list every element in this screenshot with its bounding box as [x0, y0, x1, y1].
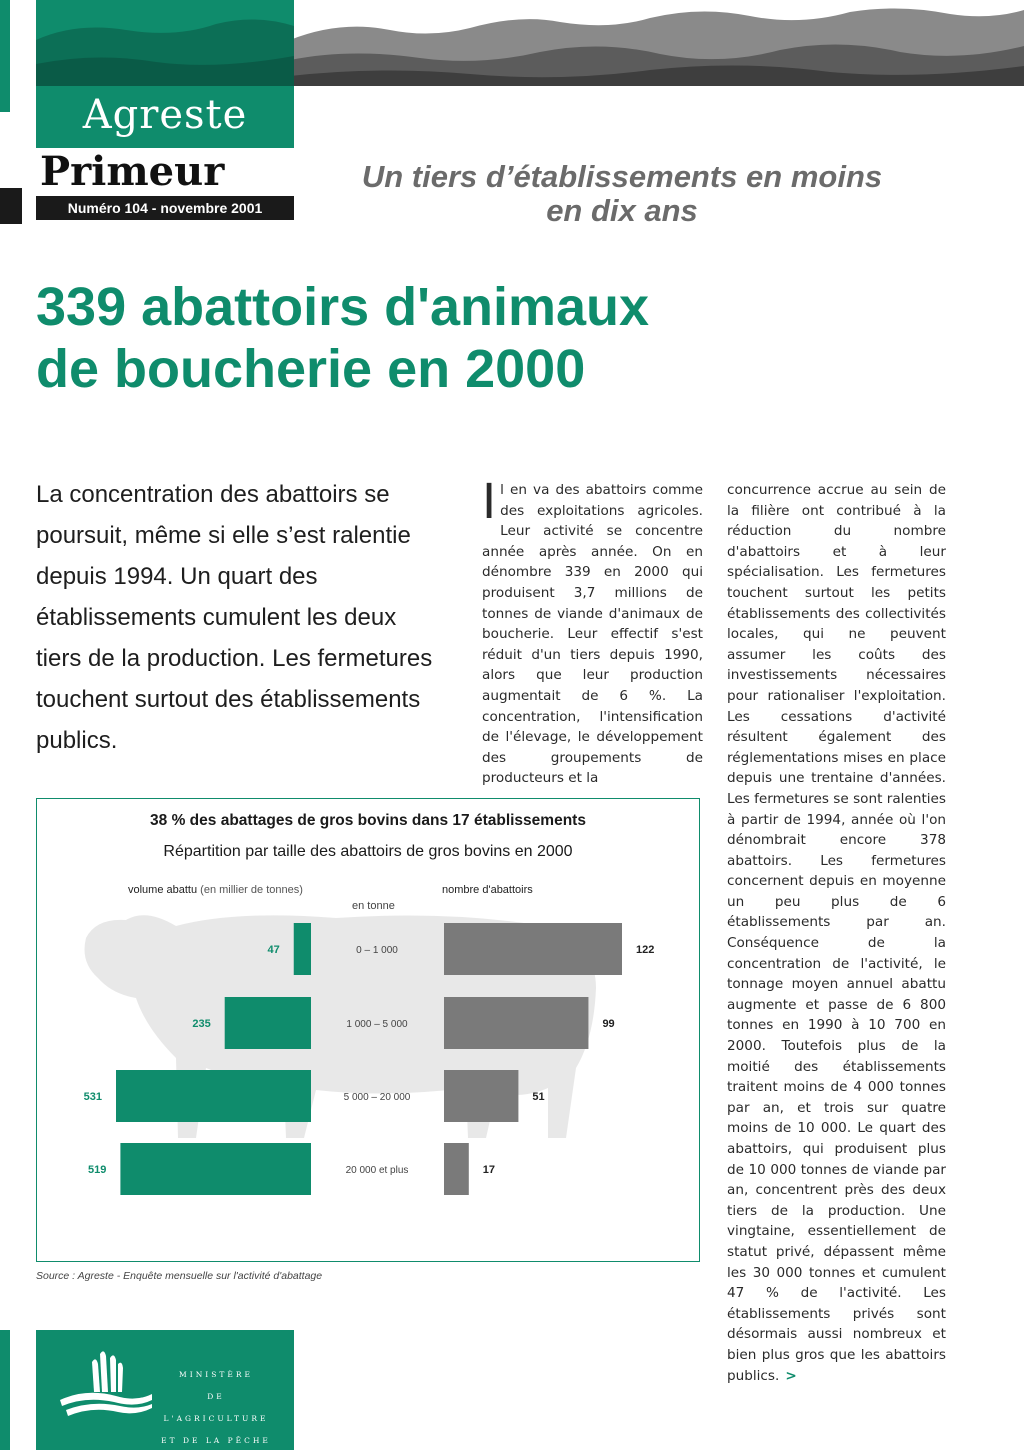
- headline-line2: de boucherie en 2000: [36, 339, 586, 399]
- body-column-1-text: l en va des abattoirs comme des exploitations agricoles. Leur activité se concentre année après année. On en dénombre 339 en 2000 qui produisent 3,7 millions de tonnes de viande d'animaux de boucherie. Leur effectif s'est réduit d'un tiers depuis 1990, alors que leur production augmentait de 6 %. La concentration, l'intensification de l'élevage, le développement des groupements de producteurs et la: [482, 482, 703, 787]
- count-axis-label: nombre d'abattoirs: [442, 884, 533, 896]
- volume-bar: [120, 1143, 311, 1195]
- brand-agreste: Agreste: [82, 92, 248, 138]
- count-value-label: 51: [532, 1091, 545, 1103]
- size-category-label: 5 000 – 20 000: [343, 1092, 411, 1103]
- headline-line1: 339 abattoirs d'animaux: [36, 277, 650, 337]
- ministry-line3: ET DE LA PÊCHE: [161, 1436, 271, 1445]
- volume-value-label: 235: [192, 1018, 211, 1030]
- tagline: [322, 160, 922, 228]
- body-column-2: [727, 480, 946, 1386]
- body-column-1: [482, 474, 703, 789]
- chart-plot: [36, 798, 700, 1262]
- chart-title: 38 % des abattages de gros bovins dans 17 établissements: [150, 812, 586, 829]
- ministry-name: [156, 1364, 276, 1452]
- brand-primeur: Primeur: [40, 148, 225, 195]
- volume-bar: [116, 1070, 311, 1122]
- volume-bar: [294, 923, 311, 975]
- headline: [36, 276, 856, 400]
- left-dark-block: [0, 188, 22, 224]
- count-value-label: 122: [636, 944, 655, 956]
- brand-photo: [36, 0, 294, 86]
- count-bar: [444, 1143, 469, 1195]
- size-category-label: 20 000 et plus: [345, 1165, 409, 1176]
- volume-bar: [225, 997, 311, 1049]
- volume-value-label: 531: [83, 1091, 102, 1103]
- count-bar: [444, 923, 622, 975]
- body-column-2-text: concurrence accrue au sein de la filière ont contribué à la réduction du nombre d'abattoirs et à leur spécialisation. Les fermetures touchent surtout les petits établissements des collectivités locales, qui ne peuvent assumer les coûts des investissements nécessaires pour rationaliser l'exploitation. Les cessations d'activité résultent également des réglementations mises en place depuis une trentaine d'années. Les fermetures se sont ralenties à partir de 1994, année où l'on dénombrait encore 378 abattoirs. Les fermetures concernent depuis en moyenne un peu plus de 6 établissements par an. Conséquence de la concentration de l'activité, le tonnage moyen annuel abattu augmente et passe de 6 800 tonnes en 1990 à 10 700 en 2000. Toutefois plus de la moitié des établissements traitent moins de 4 000 tonnes par an, et trois sur quatre moins de 10 000. Le quart des abattoirs, qui produisent plus de 10 000 tonnes de viande par an, concentrent près des deux tiers de la production. Une vingtaine, essentiellement de statut privé, dépassent même les 30 000 tonnes et cumulent 47 % de l'activité. Les établissements privés sont désormais aussi nombreux et bien plus gros que les abattoirs publics.: [727, 482, 946, 1384]
- ministry-line1: MINISTÈRE: [179, 1370, 253, 1379]
- volume-value-label: 47: [267, 944, 280, 956]
- volume-value-label: 519: [88, 1164, 107, 1176]
- issue-number: Numéro 104 - novembre 2001: [36, 196, 294, 220]
- volume-label: volume abattu: [128, 884, 198, 896]
- ministry-line2: DE L'AGRICULTURE: [163, 1392, 269, 1423]
- continue-arrow[interactable]: >: [785, 1367, 797, 1384]
- tagline-line1: Un tiers d’établissements en moins: [361, 159, 883, 194]
- intro-paragraph: La concentration des abattoirs se poursuit, même si elle s’est ralentie depuis 1994. Un quart des établissements cumulent les deux tiers de la production. Les fermetures touchent surtout des établissements publics.: [36, 481, 433, 754]
- footer-accent-bar: [0, 1330, 10, 1450]
- chart-subtitle: Répartition par taille des abattoirs de gros bovins en 2000: [163, 843, 573, 860]
- size-unit-label: en tonne: [352, 900, 395, 912]
- size-category-label: 1 000 – 5 000: [346, 1019, 408, 1030]
- size-category-label: 0 – 1 000: [356, 945, 398, 956]
- chart-source: Source : Agreste - Enquête mensuelle sur l'activité d'abattage: [36, 1270, 323, 1282]
- left-accent-bar: [0, 0, 10, 112]
- count-bar: [444, 997, 588, 1049]
- count-bar: [444, 1070, 518, 1122]
- volume-unit-label: (en millier de tonnes): [200, 884, 303, 896]
- count-value-label: 17: [482, 1164, 496, 1176]
- dropcap: I: [482, 474, 497, 530]
- ministry-logo-icon: [56, 1344, 156, 1424]
- tagline-line2: en dix ans: [546, 193, 698, 228]
- count-value-label: 99: [602, 1018, 615, 1030]
